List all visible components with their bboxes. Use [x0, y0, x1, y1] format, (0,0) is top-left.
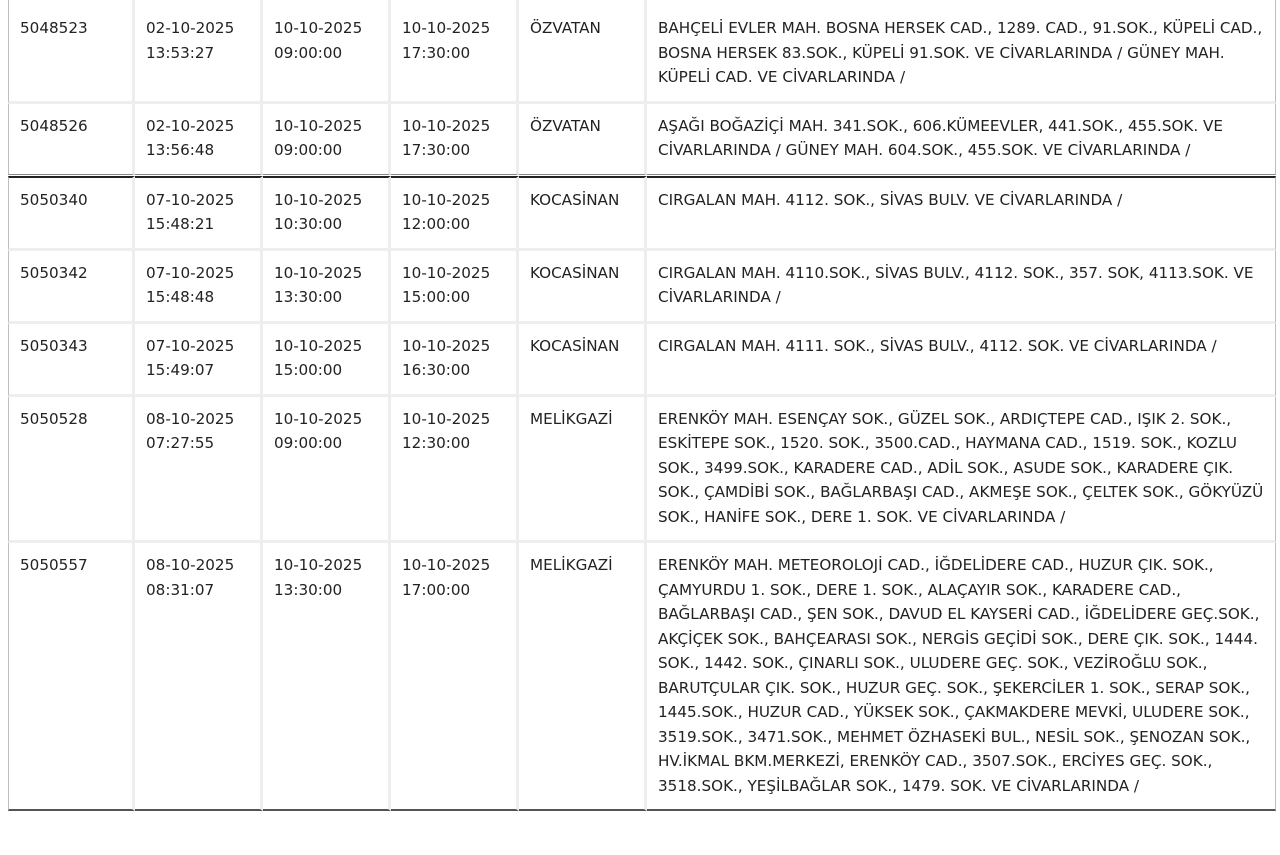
end-time: 15:00:00 [402, 288, 471, 306]
end-date: 10-10-2025 [402, 336, 491, 355]
outage-id: 5050340 [8, 176, 135, 251]
district: KOCASİNAN [519, 176, 647, 251]
registered-date: 07-10-2025 [146, 336, 235, 355]
district: KOCASİNAN [519, 251, 647, 324]
start-date: 10-10-2025 [274, 116, 363, 135]
affected-addresses: CIRGALAN MAH. 4111. SOK., SİVAS BULV., 4112. SOK. VE CİVARLARINDA / [647, 324, 1276, 397]
affected-addresses: ERENKÖY MAH. METEOROLOJİ CAD., İĞDELİDERE CAD., HUZUR ÇIK. SOK., ÇAMYURDU 1. SOK., DERE 1. SOK., ALAÇAYIR SOK., KARADERE CAD., BAĞLARBAŞI CAD., ŞEN SOK., DAVUD EL KAYSERİ CAD., İĞDELİDERE GEÇ.SOK., AKÇİÇEK SOK., BAHÇEARASI SOK., NERGİS GEÇİDİ SOK., DERE ÇIK. SOK., 1444. SOK., 1442. SOK., ÇINARLI SOK., ULUDERE GEÇ. SOK., VEZİROĞLU SOK., BARUTÇULAR ÇIK. SOK., HUZUR GEÇ. SOK., ŞEKERCİLER 1. SOK., SERAP SOK., 1445.SOK., HUZUR CAD., YÜKSEK SOK., ÇAKMAKDERE MEVKİ, ULUDERE SOK., 3519.SOK., 3471.SOK., MEHMET ÖZHASEKİ BUL., NESİL SOK., ŞENOZAN SOK., HV.İKMAL BKM.MERKEZİ, ERENKÖY CAD., 3507.SOK., ERCİYES GEÇ. SOK., 3518.SOK., YEŞİLBAĞLAR SOK., 1479. SOK. VE CİVARLARINDA / [647, 543, 1276, 811]
registered-time: 13:53:27 [146, 43, 215, 62]
start-date: 10-10-2025 [274, 409, 363, 428]
end-time: 16:30:00 [402, 361, 471, 379]
end-datetime [391, 397, 519, 544]
end-time: 17:30:00 [402, 43, 471, 62]
affected-addresses: AŞAĞI BOĞAZİÇİ MAH. 341.SOK., 606.KÜMEEVLER, 441.SOK., 455.SOK. VE CİVARLARINDA / GÜNEY MAH. 604.SOK., 455.SOK. VE CİVARLARINDA / [647, 104, 1276, 175]
end-time: 12:30:00 [402, 434, 471, 452]
registered-date: 08-10-2025 [146, 556, 235, 574]
end-date: 10-10-2025 [402, 116, 491, 135]
outage-id: 5050342 [8, 251, 135, 324]
end-datetime [391, 324, 519, 397]
start-time: 13:30:00 [274, 580, 343, 599]
district: ÖZVATAN [519, 0, 647, 104]
start-time: 10:30:00 [274, 215, 343, 233]
registered-time: 15:48:48 [146, 288, 215, 306]
start-time: 09:00:00 [274, 141, 343, 159]
registered-datetime [135, 104, 263, 175]
start-date: 10-10-2025 [274, 336, 363, 355]
end-datetime [391, 176, 519, 251]
district: MELİKGAZİ [519, 397, 647, 544]
registered-time: 13:56:48 [146, 141, 215, 159]
affected-addresses: ERENKÖY MAH. ESENÇAY SOK., GÜZEL SOK., ARDIÇTEPE CAD., IŞIK 2. SOK., ESKİTEPE SOK., 1520. SOK., 3500.CAD., HAYMANA CAD., 1519. SOK., KOZLU SOK., 3499.SOK., KARADERE CAD., ADİL SOK., ASUDE SOK., KARADERE ÇIK. SOK., ÇAMDİBİ SOK., BAĞLARBAŞI CAD., AKMEŞE SOK., ÇELTEK SOK., GÖKYÜZÜ SOK., HANİFE SOK., DERE 1. SOK. VE CİVARLARINDA / [647, 397, 1276, 544]
registered-time: 08:31:07 [146, 580, 215, 599]
start-datetime [263, 251, 391, 324]
end-date: 10-10-2025 [402, 190, 491, 209]
table-row [8, 324, 1276, 397]
registered-date: 02-10-2025 [146, 19, 235, 37]
end-date: 10-10-2025 [402, 263, 491, 282]
outage-table-container [8, 0, 1276, 811]
start-date: 10-10-2025 [274, 556, 363, 574]
district: KOCASİNAN [519, 324, 647, 397]
start-date: 10-10-2025 [274, 263, 363, 282]
outage-id: 5048526 [8, 104, 135, 175]
registered-datetime [135, 251, 263, 324]
start-datetime [263, 0, 391, 104]
affected-addresses: CIRGALAN MAH. 4112. SOK., SİVAS BULV. VE CİVARLARINDA / [647, 176, 1276, 251]
end-datetime [391, 251, 519, 324]
start-datetime [263, 543, 391, 811]
table-row [8, 397, 1276, 544]
end-datetime [391, 104, 519, 175]
registered-datetime [135, 324, 263, 397]
end-time: 17:00:00 [402, 580, 471, 599]
registered-date: 07-10-2025 [146, 190, 235, 209]
registered-date: 08-10-2025 [146, 409, 235, 428]
registered-time: 15:48:21 [146, 215, 215, 233]
outage-id: 5050557 [8, 543, 135, 811]
start-datetime [263, 397, 391, 544]
table-row [8, 0, 1276, 104]
start-time: 09:00:00 [274, 43, 343, 62]
registered-datetime [135, 397, 263, 544]
registered-date: 07-10-2025 [146, 263, 235, 282]
table-row [8, 543, 1276, 811]
start-datetime [263, 104, 391, 175]
affected-addresses: CIRGALAN MAH. 4110.SOK., SİVAS BULV., 4112. SOK., 357. SOK, 4113.SOK. VE CİVARLARINDA / [647, 251, 1276, 324]
start-time: 13:30:00 [274, 288, 343, 306]
end-date: 10-10-2025 [402, 556, 491, 574]
registered-datetime [135, 543, 263, 811]
registered-time: 15:49:07 [146, 361, 215, 379]
outage-id: 5048523 [8, 0, 135, 104]
affected-addresses: BAHÇELİ EVLER MAH. BOSNA HERSEK CAD., 1289. CAD., 91.SOK., KÜPELİ CAD., BOSNA HERSEK 83.SOK., KÜPELİ 91.SOK. VE CİVARLARINDA / GÜNEY MAH. KÜPELİ CAD. VE CİVARLARINDA / [647, 0, 1276, 104]
start-datetime [263, 324, 391, 397]
outage-id: 5050343 [8, 324, 135, 397]
start-date: 10-10-2025 [274, 19, 363, 37]
power-outage-table [8, 0, 1276, 811]
start-datetime [263, 176, 391, 251]
end-time: 12:00:00 [402, 215, 471, 233]
table-row [8, 251, 1276, 324]
table-row [8, 176, 1276, 251]
registered-datetime [135, 176, 263, 251]
start-date: 10-10-2025 [274, 190, 363, 209]
start-time: 15:00:00 [274, 361, 343, 379]
start-time: 09:00:00 [274, 434, 343, 452]
end-date: 10-10-2025 [402, 409, 491, 428]
registered-date: 02-10-2025 [146, 116, 235, 135]
outage-id: 5050528 [8, 397, 135, 544]
end-datetime [391, 543, 519, 811]
table-row [8, 104, 1276, 175]
district: MELİKGAZİ [519, 543, 647, 811]
end-datetime [391, 0, 519, 104]
end-time: 17:30:00 [402, 141, 471, 159]
registered-datetime [135, 0, 263, 104]
district: ÖZVATAN [519, 104, 647, 175]
registered-time: 07:27:55 [146, 434, 215, 452]
end-date: 10-10-2025 [402, 19, 491, 37]
